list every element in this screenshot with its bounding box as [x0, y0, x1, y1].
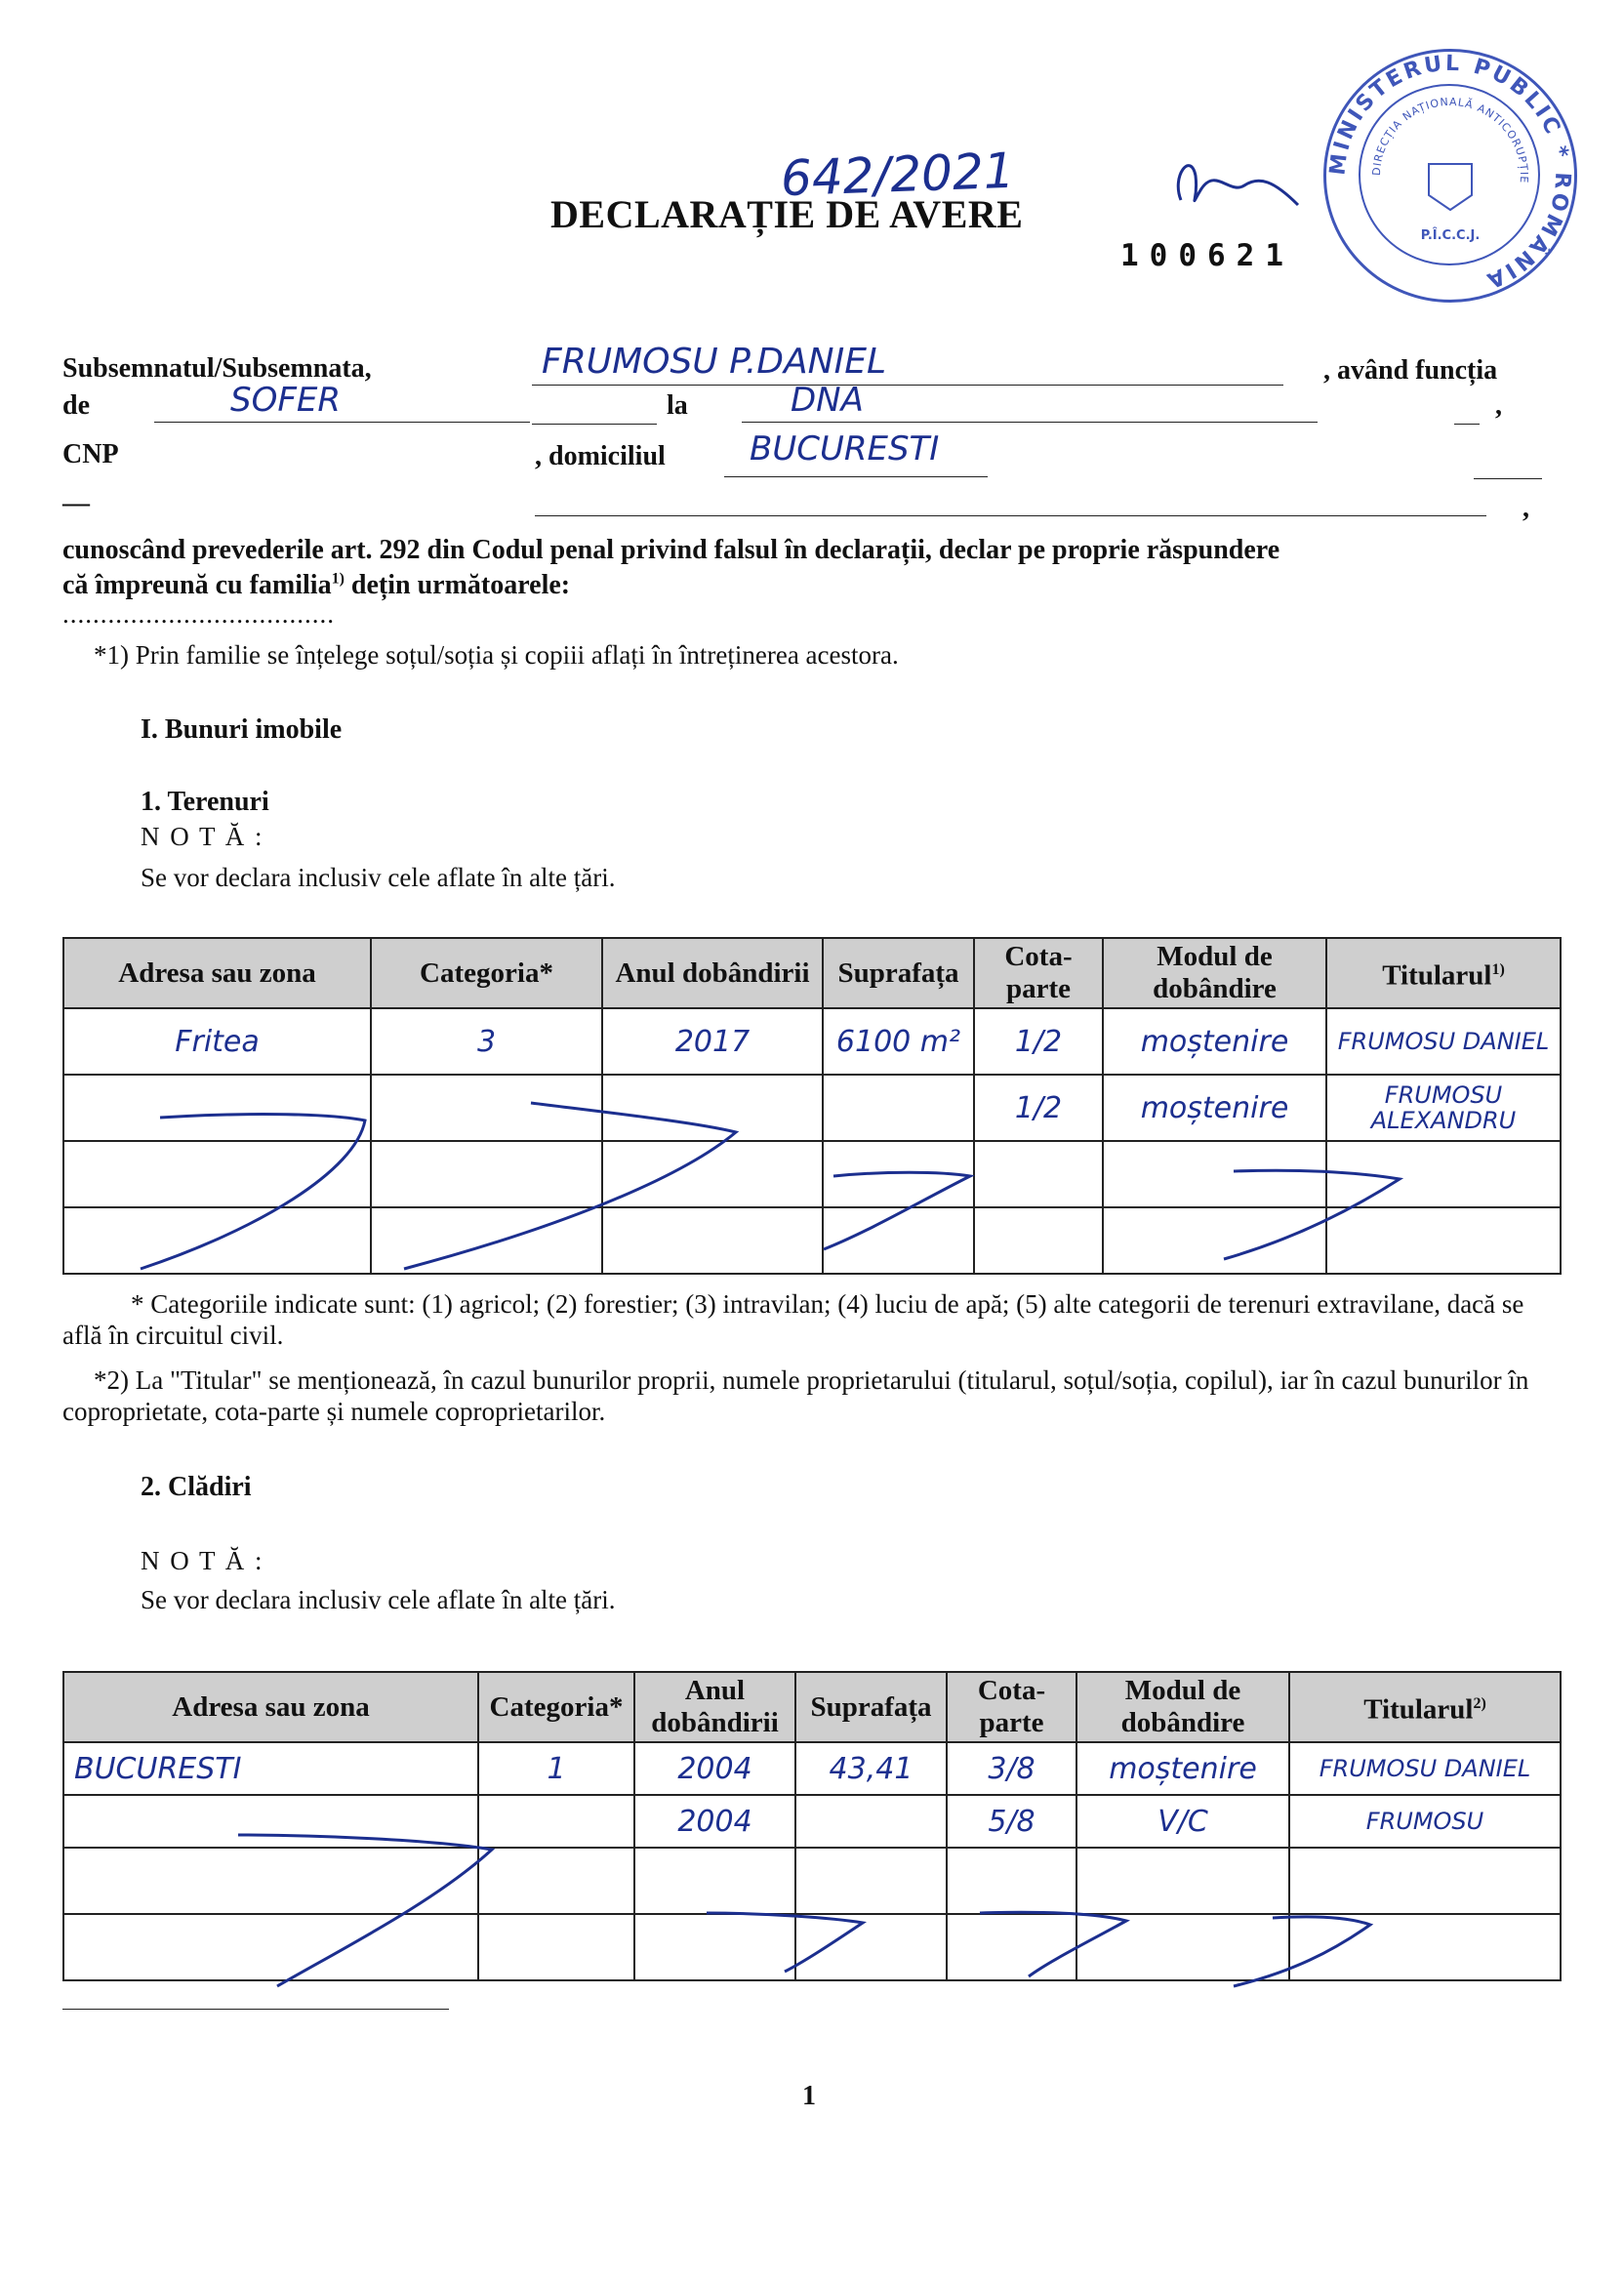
- svg-text:MINISTERUL PUBLIC * ROMÂNIA: [1325, 52, 1574, 294]
- stamp-emblem-icon: [1429, 164, 1472, 210]
- table-cell: [371, 1075, 602, 1141]
- declarant-domicile: BUCURESTI: [750, 429, 940, 468]
- table-cell: Fritea: [63, 1008, 371, 1075]
- header-modul: Modul de dobândire: [1103, 938, 1326, 1008]
- titular-footnote: *2) La "Titular" se menționează, în cazul bunurilor proprii, numele proprietarului (titularul, soțul/soția, copilul), iar în cazul bunurilor în coproprietate, cota-parte și numele coproprietarilor.: [62, 1365, 1529, 1426]
- cnp-label: CNP: [62, 439, 119, 469]
- table-row: [63, 1075, 1561, 1141]
- official-stamp: [1323, 49, 1577, 303]
- registration-number: 642/2021: [780, 142, 1016, 208]
- declaration-line2: că împreună cu familia$^{1)}$ dețin următoarele:: [62, 570, 571, 600]
- nota-label-2: N O T Ă :: [141, 1546, 264, 1575]
- comma-1: ,: [1495, 390, 1502, 421]
- svg-text:DIRECȚIA NAȚIONALĂ ANTICORUPȚI: [1370, 96, 1530, 184]
- header-adresa: Adresa sau zona: [63, 1672, 478, 1742]
- table-cell: 1/2: [974, 1008, 1103, 1075]
- table-cell: FRUMOSU: [1289, 1795, 1561, 1848]
- header-anul: Anul dobândirii: [634, 1672, 795, 1742]
- header-adresa: Adresa sau zona: [63, 938, 371, 1008]
- subheading-cladiri: 2. Clădiri: [141, 1472, 252, 1502]
- table-cell: 43,41: [795, 1742, 947, 1795]
- declaration-dots: ....................................: [62, 599, 335, 629]
- categories-footnote: * Categoriile indicate sunt: (1) agricol; (2) forestier; (3) intravilan; (4) luciu de apă; (5) alte categorii de terenuri extravilane, dacă se află în circuitul civil.: [62, 1289, 1524, 1350]
- table-row: [63, 1008, 1561, 1075]
- table-row: [63, 1848, 1561, 1914]
- header-categoria: Categoria*: [478, 1672, 634, 1742]
- table-cell: FRUMOSU DANIEL: [1326, 1008, 1561, 1075]
- document-title: DECLARAȚIE DE AVERE: [550, 192, 1024, 236]
- declarant-name: FRUMOSU P.DANIEL: [542, 342, 887, 382]
- table-cell: 2004: [634, 1795, 795, 1848]
- dash-label: —: [62, 488, 90, 518]
- nota-label-1: N O T Ă :: [141, 822, 264, 851]
- table-row: [63, 1742, 1561, 1795]
- cladiri-table: [62, 1671, 1562, 1981]
- table-cell: moștenire: [1103, 1075, 1326, 1141]
- declarant-function: SOFER: [230, 381, 342, 420]
- nota-text-1: Se vor declara inclusiv cele aflate în alte țări.: [141, 863, 616, 892]
- header-suprafata: Suprafața: [795, 1672, 947, 1742]
- table-cell: [823, 1075, 974, 1141]
- avand-functia-label: , având funcția: [1323, 355, 1498, 386]
- la-label: la: [667, 390, 688, 421]
- table-cell: 6100 m²: [823, 1008, 974, 1075]
- table-cell: [795, 1795, 947, 1848]
- subsemnatul-label: Subsemnatul/Subsemnata,: [62, 353, 372, 384]
- table-cell: FRUMOSU DANIEL: [1289, 1742, 1561, 1795]
- table-row: [63, 1914, 1561, 1980]
- table-cell: moștenire: [1076, 1742, 1289, 1795]
- signature-mark: [1161, 146, 1308, 224]
- table-cell: FRUMOSU ALEXANDRU: [1326, 1075, 1561, 1141]
- table-cell: BUCURESTI: [63, 1742, 478, 1795]
- page-number: 1: [802, 2081, 816, 2111]
- stamp-inner-text: DIRECȚIA NAȚIONALĂ ANTICORUPȚIE: [1369, 95, 1531, 184]
- table-cell: [63, 1075, 371, 1141]
- header-suprafata: Suprafața: [823, 938, 974, 1008]
- serial-number: 100621: [1120, 238, 1294, 273]
- table-cell: moștenire: [1103, 1008, 1326, 1075]
- table-row: [63, 1795, 1561, 1848]
- family-note: *1) Prin familie se înțelege soțul/soția și copiii aflați în întreținerea acestora.: [94, 640, 899, 670]
- table-cell: [478, 1795, 634, 1848]
- header-cota: Cota-parte: [974, 938, 1103, 1008]
- comma-2: ,: [1522, 493, 1529, 523]
- table-cell: V/C: [1076, 1795, 1289, 1848]
- header-cota: Cota-parte: [947, 1672, 1076, 1742]
- header-titular: Titularul$^{2)}$: [1289, 1672, 1561, 1742]
- declaration-text: cunoscând prevederile art. 292 din Codul penal privind falsul în declarații, declar pe proprie răspundere: [62, 535, 1280, 565]
- header-categoria: Categoria*: [371, 938, 602, 1008]
- table-cell: 2004: [634, 1742, 795, 1795]
- table-cell: [602, 1075, 823, 1141]
- terenuri-table: [62, 937, 1562, 1275]
- nota-text-2: Se vor declara inclusiv cele aflate în alte țări.: [141, 1585, 616, 1614]
- table-cell: [63, 1795, 478, 1848]
- section-heading-bunuri-imobile: I. Bunuri imobile: [141, 714, 343, 745]
- domiciliul-label: , domiciliul: [535, 441, 666, 471]
- table-cell: 1: [478, 1742, 634, 1795]
- subheading-terenuri: 1. Terenuri: [141, 787, 269, 817]
- table-row: [63, 1207, 1561, 1274]
- table-cell: 2017: [602, 1008, 823, 1075]
- stamp-outer-text: MINISTERUL PUBLIC * ROMÂNIA: [1325, 51, 1575, 294]
- table-cell: 3/8: [947, 1742, 1076, 1795]
- header-modul: Modul de dobândire: [1076, 1672, 1289, 1742]
- stamp-center-text: P.Î.C.C.J.: [1420, 228, 1481, 243]
- declarant-institution: DNA: [791, 381, 864, 420]
- de-label: de: [62, 390, 90, 421]
- table-cell: 3: [371, 1008, 602, 1075]
- header-titular: Titularul$^{1)}$: [1326, 938, 1561, 1008]
- header-anul: Anul dobândirii: [602, 938, 823, 1008]
- table-cell: 5/8: [947, 1795, 1076, 1848]
- table-row: [63, 1141, 1561, 1207]
- table-cell: 1/2: [974, 1075, 1103, 1141]
